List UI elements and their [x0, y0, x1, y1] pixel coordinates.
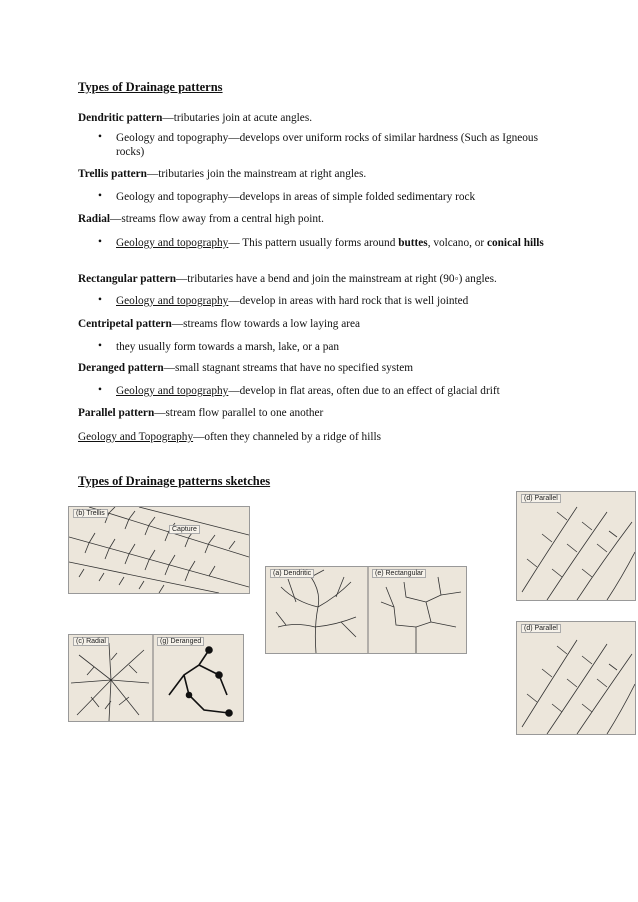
radial-deranged-sketch: [69, 635, 243, 721]
parallel-top-figure: [516, 491, 636, 601]
deranged-bullet: Geology and topography—develop in flat areas, often due to an effect of glacial drift: [116, 385, 500, 397]
deranged-desc: —small stagnant streams that have no specified system: [163, 362, 414, 374]
heading-sketches: Types of Drainage patterns sketches: [78, 474, 271, 488]
radial-deranged-figure: [68, 634, 244, 722]
geology-link[interactable]: Geology and topography: [116, 295, 229, 307]
centripetal-bullet: they usually form towards a marsh, lake, or a pan: [116, 341, 340, 353]
trellis-line: [78, 167, 558, 181]
capture-label: Capture: [169, 525, 200, 534]
heading-drainage-patterns: Types of Drainage patterns: [78, 80, 223, 94]
parallel-top-sketch: [517, 492, 635, 600]
parallel-bottom-sketch: [517, 622, 635, 734]
radial-name: Radial: [78, 213, 111, 225]
bullet-dot: •: [98, 294, 102, 306]
dendritic-name: Dendritic pattern: [78, 112, 163, 124]
geology-link[interactable]: Geology and Topography: [78, 431, 194, 443]
trellis-sketch: [69, 507, 249, 593]
parallel-desc: —stream flow parallel to one another: [154, 407, 324, 419]
centripetal-name: Centripetal pattern: [78, 318, 172, 330]
parallel-bottom-figure: [516, 621, 636, 735]
dendritic-label: (a) Dendritic: [270, 569, 314, 578]
radial-bullet: Geology and topography— This pattern usually forms around buttes, volcano, or conical hills: [116, 237, 544, 249]
parallel-top-label: (d) Parallel: [521, 494, 561, 503]
parallel-line: [78, 406, 558, 420]
rectangular-line: [78, 272, 558, 286]
radial-line: [78, 212, 558, 226]
radial-label: (c) Radial: [73, 637, 109, 646]
rectangular-desc: —tributaries have a bend and join the mainstream at right (90◦) angles.: [176, 273, 497, 285]
rectangular-name: Rectangular pattern: [78, 273, 176, 285]
bullet-dot: •: [98, 384, 102, 396]
radial-desc: —streams flow away from a central high point.: [110, 213, 324, 225]
geology-link[interactable]: Geology and topography: [116, 385, 229, 397]
bullet-dot: •: [98, 340, 102, 352]
bullet-dot: •: [98, 190, 102, 202]
dendritic-desc: —tributaries join at acute angles.: [162, 112, 313, 124]
trellis-figure: [68, 506, 250, 594]
parallel-name: Parallel pattern: [78, 407, 155, 419]
bullet-dot: •: [98, 236, 102, 248]
dendritic-bullet: Geology and topography—develops over uniform rocks of similar hardness (Such as Igneous rocks): [116, 132, 538, 158]
dendritic-rectangular-figure: [265, 566, 467, 654]
trellis-label: (b) Trellis: [73, 509, 108, 518]
bullet-dot: •: [98, 131, 102, 143]
rectangular-label: (e) Rectangular: [372, 569, 426, 578]
trellis-name: Trellis pattern: [78, 168, 147, 180]
deranged-line: [78, 361, 558, 375]
centripetal-line: [78, 317, 558, 331]
trellis-desc: —tributaries join the mainstream at right angles.: [146, 168, 367, 180]
dendritic-line: [78, 111, 558, 125]
trellis-bullet: Geology and topography—develops in areas of simple folded sedimentary rock: [116, 191, 476, 203]
centripetal-desc: —streams flow towards a low laying area: [171, 318, 361, 330]
deranged-name: Deranged pattern: [78, 362, 164, 374]
rectangular-bullet: Geology and topography—develop in areas with hard rock that is well jointed: [116, 295, 469, 307]
parallel-bottom-label: (d) Parallel: [521, 624, 561, 633]
final-line: Geology and Topography—often they channeled by a ridge of hills: [78, 431, 382, 443]
geology-link[interactable]: Geology and topography: [116, 237, 229, 249]
deranged-label: (g) Deranged: [157, 637, 204, 646]
dendritic-rectangular-sketch: [266, 567, 466, 653]
